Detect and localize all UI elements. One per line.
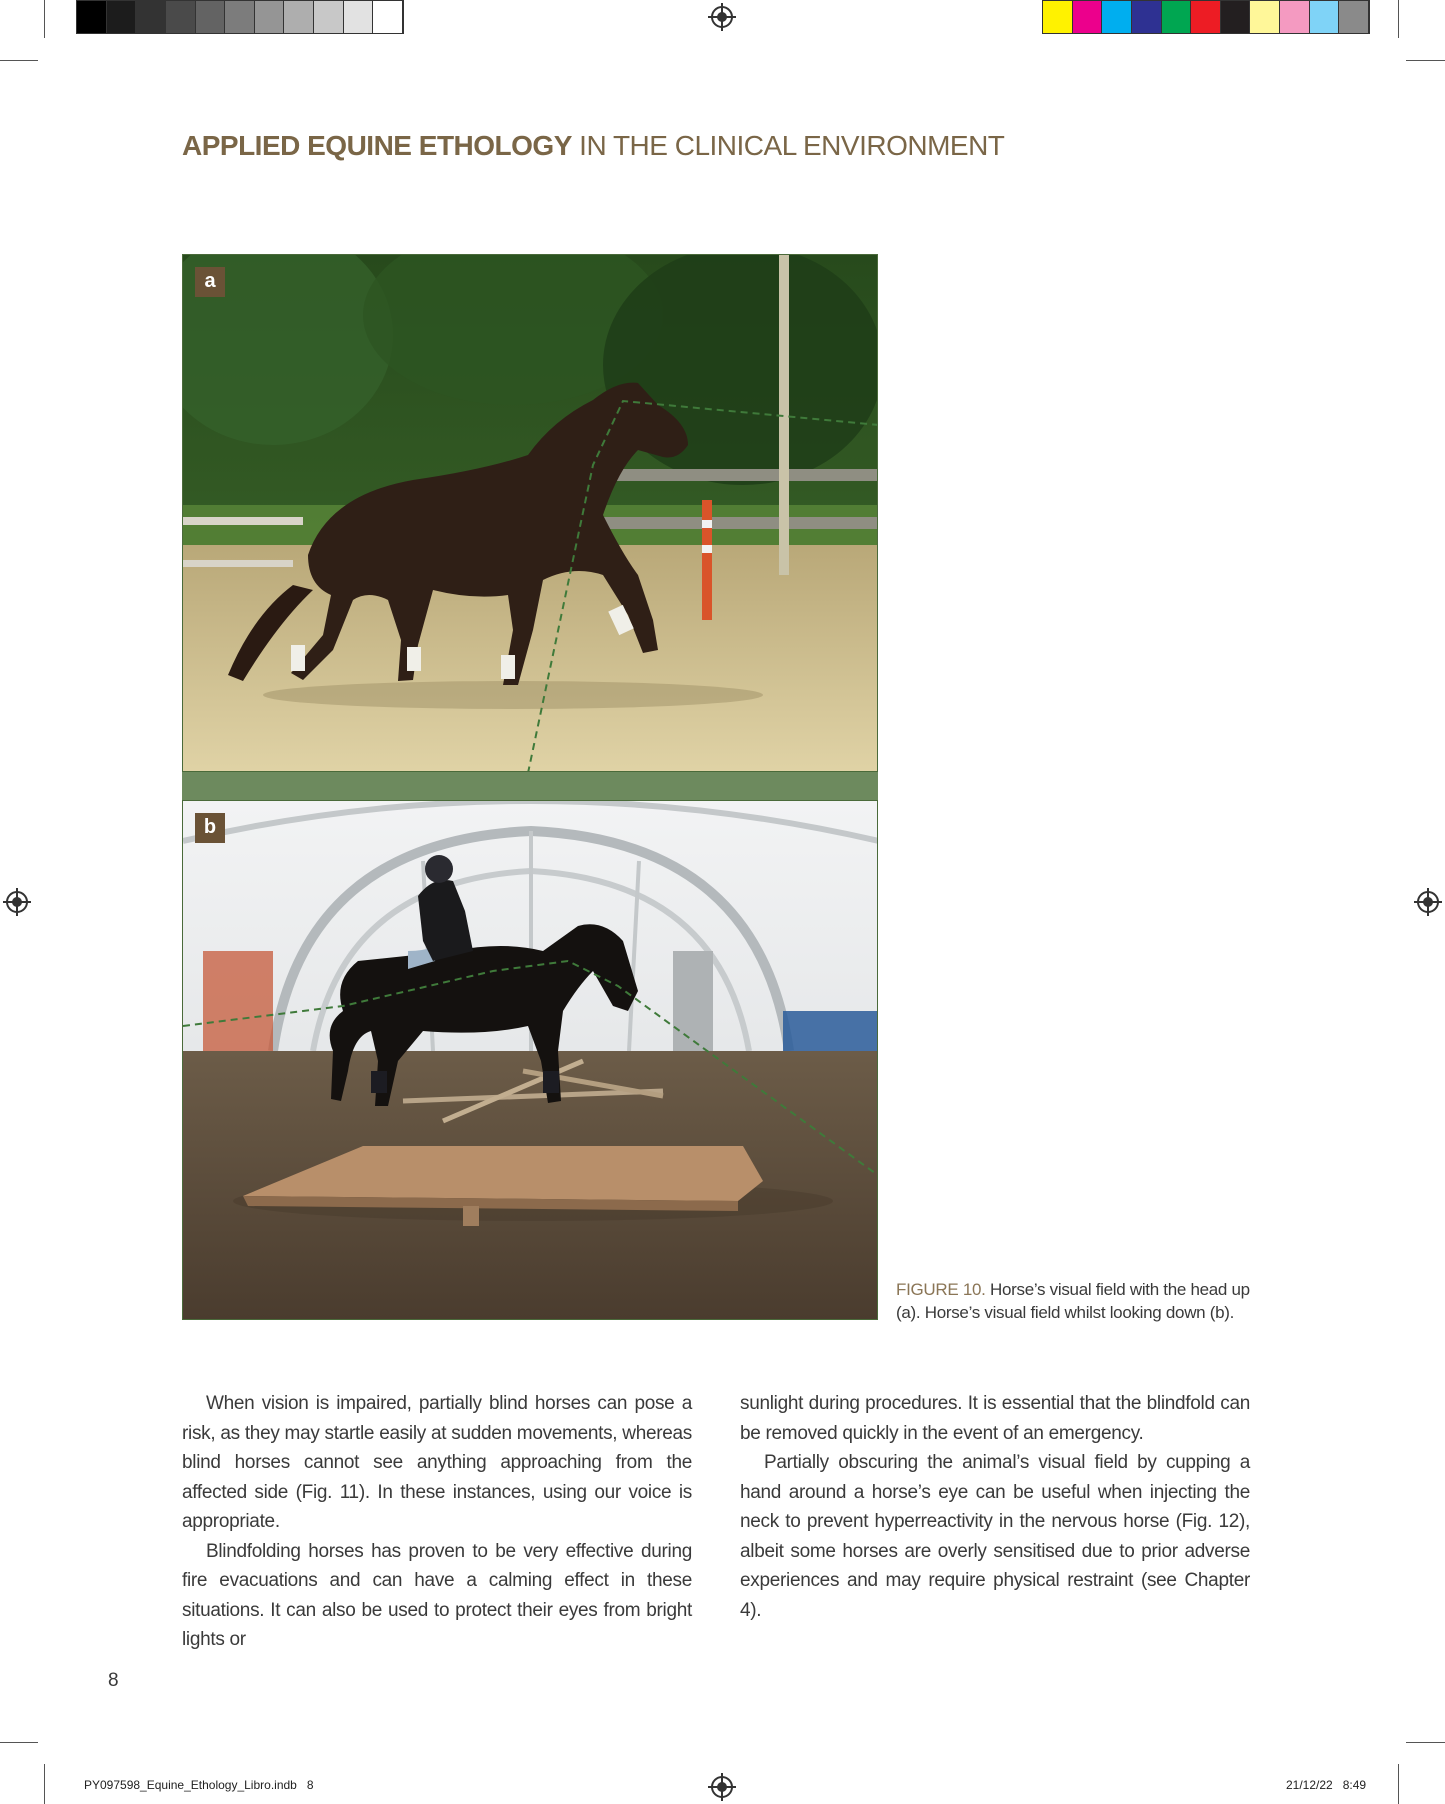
- color-swatch: [225, 1, 255, 33]
- process-color-bar: [1042, 0, 1370, 34]
- color-swatch: [1221, 1, 1251, 33]
- photo-horse-looking-down: [183, 801, 878, 1320]
- color-swatch: [314, 1, 344, 33]
- crop-mark: [1406, 60, 1445, 61]
- color-swatch: [136, 1, 166, 33]
- color-swatch: [107, 1, 137, 33]
- grayscale-color-bar: [76, 0, 404, 34]
- color-swatch: [373, 1, 403, 33]
- color-swatch: [77, 1, 107, 33]
- figure-caption-text: Horse’s visual field with the head up (a). Horse’s visual field whilst looking down (b).: [896, 1280, 1250, 1322]
- color-swatch: [196, 1, 226, 33]
- body-column-right: [740, 1389, 1250, 1625]
- crop-mark: [44, 1764, 45, 1804]
- color-swatch: [1102, 1, 1132, 33]
- crop-mark: [1398, 0, 1399, 38]
- body-column-left: [182, 1389, 692, 1655]
- figure-panel-divider: [182, 772, 878, 800]
- panel-label-a: a: [195, 267, 225, 297]
- body-paragraph: Partially obscuring the animal’s visual field by cupping a hand around a horse’s eye can be useful when injecting the neck to prevent hyperreactivity in the nervous horse (Fig. 12), albeit some horses are overly sensitised due to prior adverse experiences and may require physical restraint (see Chapter 4).: [740, 1452, 1250, 1621]
- figure-panel-b: [182, 800, 878, 1320]
- running-head: [182, 130, 1004, 162]
- running-head-regular: IN THE CLINICAL ENVIRONMENT: [571, 130, 1005, 161]
- crop-mark: [1398, 1764, 1399, 1804]
- crop-mark: [44, 0, 45, 38]
- color-swatch: [344, 1, 374, 33]
- color-swatch: [1280, 1, 1310, 33]
- photo-horse-head-up: [183, 255, 878, 772]
- color-swatch: [255, 1, 285, 33]
- body-paragraph: sunlight during procedures. It is essential that the blindfold can be removed quickly in the event of an emergency.: [740, 1393, 1250, 1444]
- registration-mark-icon: [711, 6, 733, 28]
- panel-label-b: b: [195, 813, 225, 843]
- color-swatch: [1339, 1, 1369, 33]
- slug-date-time: 21/12/22 8:49: [1286, 1778, 1367, 1792]
- registration-mark-icon: [711, 1776, 733, 1798]
- figure-caption: [896, 1278, 1276, 1324]
- color-swatch: [284, 1, 314, 33]
- body-paragraph: When vision is impaired, partially blind horses can pose a risk, as they may startle easily at sudden movements, whereas blind horses cannot see anything approaching from the affected side (Fig. 11). In these instances, using our voice is appropriate.: [182, 1393, 692, 1532]
- color-swatch: [1162, 1, 1192, 33]
- crop-mark: [1406, 1742, 1445, 1743]
- figure-panel-a: [182, 254, 878, 772]
- registration-mark-icon: [6, 891, 28, 913]
- color-swatch: [1310, 1, 1340, 33]
- page-number: 8: [108, 1670, 119, 1691]
- color-swatch: [1132, 1, 1162, 33]
- color-swatch: [1073, 1, 1103, 33]
- crop-mark: [0, 1742, 38, 1743]
- color-swatch: [1191, 1, 1221, 33]
- registration-mark-icon: [1417, 891, 1439, 913]
- color-swatch: [166, 1, 196, 33]
- figure-caption-label: FIGURE 10.: [896, 1280, 986, 1299]
- crop-mark: [0, 60, 38, 61]
- color-swatch: [1250, 1, 1280, 33]
- running-head-bold: APPLIED EQUINE ETHOLOGY: [182, 130, 572, 161]
- body-paragraph: Blindfolding horses has proven to be very effective during fire evacuations and can have a calming effect in these situations. It can also be used to protect their eyes from bright lights or: [182, 1540, 692, 1650]
- slug-file-name: PY097598_Equine_Ethology_Libro.indb 8: [84, 1778, 314, 1792]
- color-swatch: [1043, 1, 1073, 33]
